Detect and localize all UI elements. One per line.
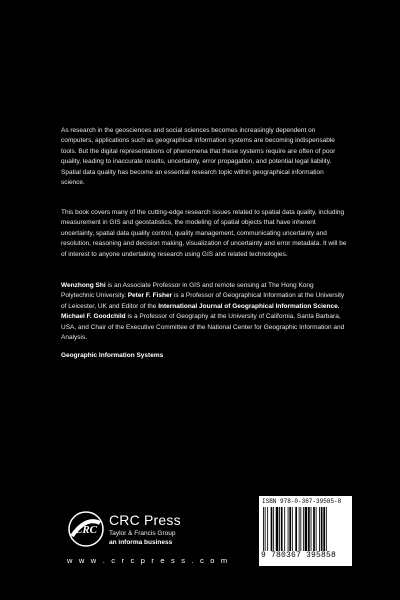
description-paragraph-1: As research in the geosciences and social sciences becomes increasingly dependent on computers, applications such as geographical information systems are becoming indispensable tools. But the digital representations of phenomena that these systems require are often of poor quality, leading to inaccurate results, uncertainty, error propagation, and potential legal liability. Spatial data quality has become an essential research topic within geographical information science. — [61, 127, 336, 187]
barcode-bars-icon — [263, 507, 349, 551]
publisher-name: CRC Press — [109, 512, 181, 528]
description-paragraph-2: This book covers many of the cutting-edge research issues related to spatial data quality, including measurement in GIS and geostatistics, the modeling of spatial objects that have inherent uncertainty, spatial data quality control, quality management, communicating uncertainty and resolution, reasoning and decision making, visualization of uncertainty and error metadata. It will be of interest to anyone undertaking research using GIS and related technologies. — [61, 209, 347, 258]
publisher-tagline: an informa business — [109, 539, 173, 546]
author-bio-goodchild: is a Professor of Geography at the University of California, Santa Barbara, USA, and Chair of the Executive Committee of the National Center for Geographic Information and Analysis. — [61, 313, 345, 342]
publisher-logo — [67, 506, 217, 556]
journal-name: International Journal of Geographical Information Science. — [158, 302, 340, 310]
crc-logo-icon — [67, 510, 105, 548]
author-bio-fisher: is a Professor of Geographical Information at the University of Leicester, UK and Editor of the — [61, 292, 345, 310]
author-name-goodchild: Michael F. Goodchild — [61, 313, 126, 321]
author-bio-shi: is an Associate Professor in GIS and remote sensing at The Hong Kong Polytechnic University. — [61, 282, 314, 300]
barcode-digits: 9 780367 395858 — [261, 551, 337, 560]
crc-logo-letters: CRC — [74, 524, 98, 536]
isbn-label: ISBN 978-0-367-39585-8 — [262, 498, 342, 505]
publisher-url: w w w . c r c p r e s s . c o m — [67, 556, 230, 565]
publisher-group: Taylor & Francis Group — [109, 530, 176, 537]
author-bios — [61, 281, 347, 343]
author-name-fisher: Peter F. Fisher — [127, 292, 173, 300]
series-title: Geographic Information Systems — [61, 352, 164, 359]
author-name-shi: Wenzhong Shi — [61, 282, 106, 289]
barcode — [259, 496, 352, 566]
